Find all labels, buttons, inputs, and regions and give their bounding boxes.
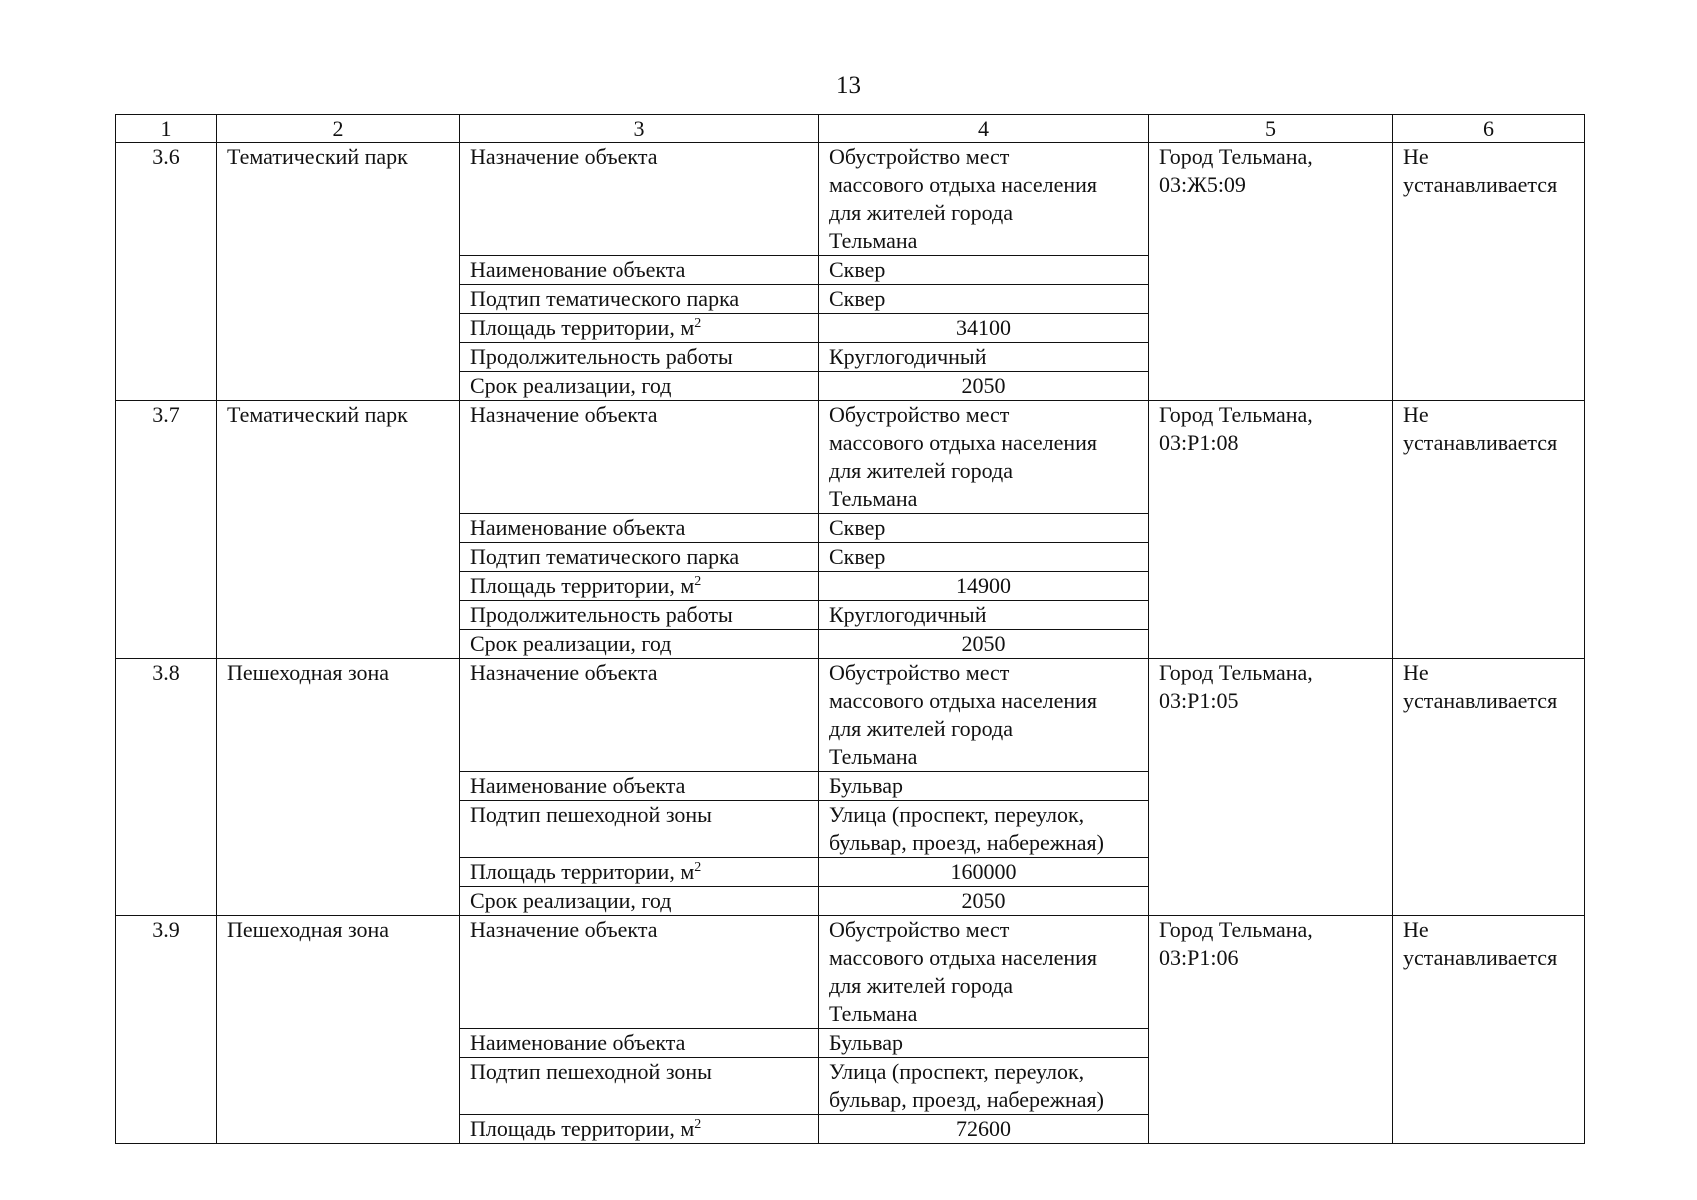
parameter-value-line: Тельмана [829, 744, 918, 769]
status [1393, 143, 1585, 401]
parameter-text: Срок реализации, год [470, 373, 672, 398]
parameter-name [460, 572, 819, 601]
column-number-row [116, 115, 1585, 143]
parameter-value-line: 72600 [956, 1116, 1011, 1141]
item-number-text: 3.7 [152, 402, 180, 427]
parameter-value-line: Круглогодичный [829, 602, 987, 627]
parameter-value-line: массового отдыха населения [829, 688, 1098, 713]
parameter-value-line: Сквер [829, 286, 886, 311]
column-number: 3 [460, 115, 819, 143]
parameter-name [460, 543, 819, 572]
parameter-value-line: Сквер [829, 515, 886, 540]
status [1393, 659, 1585, 916]
parameter-text: Срок реализации, год [470, 888, 672, 913]
parameter-name [460, 1029, 819, 1058]
status-line: устанавливается [1403, 172, 1558, 197]
parameter-text: Площадь территории, м [470, 315, 695, 340]
parameter-name [460, 916, 819, 1029]
status [1393, 916, 1585, 1144]
location-line: 03:Р1:08 [1159, 430, 1239, 455]
location [1149, 401, 1393, 659]
column-number: 6 [1393, 115, 1585, 143]
location [1149, 916, 1393, 1144]
item-number [116, 659, 217, 916]
parameter-value-line: для жителей города [829, 200, 1013, 225]
parameter-value [819, 256, 1149, 285]
object-type-text: Пешеходная зона [227, 660, 390, 685]
parameter-value [819, 601, 1149, 630]
item-number-text: 3.9 [152, 917, 180, 942]
parameter-value-line: для жителей города [829, 716, 1013, 741]
parameter-value-line: Улица (проспект, переулок, [829, 1059, 1085, 1084]
parameter-text: Назначение объекта [470, 917, 658, 942]
parameter-value [819, 1115, 1149, 1144]
parameter-value [819, 1058, 1149, 1115]
parameter-value-line: бульвар, проезд, набережная) [829, 830, 1104, 855]
parameter-value-line: Круглогодичный [829, 344, 987, 369]
parameter-value-line: 2050 [961, 888, 1006, 913]
table-row [116, 401, 1585, 514]
parameter-text: Площадь территории, м [470, 1116, 695, 1141]
parameter-name [460, 772, 819, 801]
parameter-value-line: Тельмана [829, 486, 918, 511]
location [1149, 659, 1393, 916]
page-number: 13 [836, 72, 861, 99]
object-type [217, 143, 460, 401]
parameter-name [460, 1058, 819, 1115]
parameter-text: Площадь территории, м [470, 573, 695, 598]
status-line: Не [1403, 917, 1429, 942]
item-number-text: 3.6 [152, 144, 180, 169]
status [1393, 401, 1585, 659]
parameter-value-line: 2050 [961, 373, 1006, 398]
column-number: 5 [1149, 115, 1393, 143]
parameter-value-line: 34100 [956, 315, 1011, 340]
parameter-value-line: Сквер [829, 544, 886, 569]
location-line: 03:Р1:06 [1159, 945, 1239, 970]
parameter-value-line: массового отдыха населения [829, 430, 1098, 455]
parameter-value-line: Обустройство мест [829, 144, 1010, 169]
parameter-value-line: бульвар, проезд, набережная) [829, 1087, 1104, 1112]
parameter-name [460, 514, 819, 543]
parameter-text: Наименование объекта [470, 515, 686, 540]
location-line: 03:Ж5:09 [1159, 172, 1246, 197]
parameter-value [819, 630, 1149, 659]
status-line: Не [1403, 660, 1429, 685]
parameter-name [460, 256, 819, 285]
location-line: Город Тельмана, [1159, 660, 1313, 685]
parameter-value [819, 143, 1149, 256]
object-type-text: Тематический парк [227, 144, 408, 169]
parameter-value [819, 1029, 1149, 1058]
parameter-name [460, 1115, 819, 1144]
objects-table [115, 114, 1585, 1144]
location [1149, 143, 1393, 401]
parameter-value [819, 858, 1149, 887]
parameter-value-line: 160000 [950, 859, 1017, 884]
parameter-name [460, 601, 819, 630]
parameter-value [819, 285, 1149, 314]
parameter-name [460, 285, 819, 314]
parameter-name [460, 314, 819, 343]
parameter-value-line: 14900 [956, 573, 1011, 598]
status-line: Не [1403, 402, 1429, 427]
parameter-value [819, 514, 1149, 543]
parameter-name [460, 858, 819, 887]
location-line: Город Тельмана, [1159, 144, 1313, 169]
parameter-value-line: Обустройство мест [829, 402, 1010, 427]
parameter-name [460, 401, 819, 514]
parameter-text: Подтип тематического парка [470, 544, 740, 569]
status-line: Не [1403, 144, 1429, 169]
parameter-text: Продолжительность работы [470, 602, 733, 627]
parameter-value-line: Бульвар [829, 1030, 903, 1055]
parameter-value [819, 801, 1149, 858]
object-type [217, 659, 460, 916]
location-line: Город Тельмана, [1159, 402, 1313, 427]
column-number: 2 [217, 115, 460, 143]
parameter-value [819, 401, 1149, 514]
status-line: устанавливается [1403, 688, 1558, 713]
parameter-name [460, 630, 819, 659]
parameter-name [460, 887, 819, 916]
parameter-value [819, 887, 1149, 916]
parameter-name [460, 372, 819, 401]
parameter-text: Назначение объекта [470, 660, 658, 685]
table-row [116, 916, 1585, 1029]
status-line: устанавливается [1403, 945, 1558, 970]
item-number [116, 143, 217, 401]
parameter-value [819, 572, 1149, 601]
superscript: 2 [694, 574, 702, 589]
object-type-text: Пешеходная зона [227, 917, 390, 942]
item-number [116, 401, 217, 659]
parameter-text: Подтип пешеходной зоны [470, 802, 712, 827]
status-line: устанавливается [1403, 430, 1558, 455]
parameter-value [819, 372, 1149, 401]
table-row [116, 143, 1585, 256]
parameter-text: Продолжительность работы [470, 344, 733, 369]
parameter-text: Срок реализации, год [470, 631, 672, 656]
parameter-value-line: массового отдыха населения [829, 945, 1098, 970]
parameter-value [819, 343, 1149, 372]
parameter-value-line: Бульвар [829, 773, 903, 798]
parameter-text: Назначение объекта [470, 402, 658, 427]
table-row [116, 659, 1585, 772]
superscript: 2 [694, 860, 702, 875]
column-number: 4 [819, 115, 1149, 143]
parameter-text: Площадь территории, м [470, 859, 695, 884]
parameter-name [460, 143, 819, 256]
parameter-text: Подтип тематического парка [470, 286, 740, 311]
parameter-value-line: для жителей города [829, 458, 1013, 483]
item-number [116, 916, 217, 1144]
object-type [217, 401, 460, 659]
superscript: 2 [694, 316, 702, 331]
parameter-value-line: Сквер [829, 257, 886, 282]
parameter-value [819, 659, 1149, 772]
parameter-text: Наименование объекта [470, 1030, 686, 1055]
superscript: 2 [694, 1117, 702, 1132]
parameter-value-line: для жителей города [829, 973, 1013, 998]
parameter-name [460, 659, 819, 772]
parameter-text: Наименование объекта [470, 773, 686, 798]
parameter-value [819, 543, 1149, 572]
parameter-value [819, 314, 1149, 343]
parameter-value-line: Улица (проспект, переулок, [829, 802, 1085, 827]
parameter-value-line: массового отдыха населения [829, 172, 1098, 197]
parameter-name [460, 343, 819, 372]
object-type [217, 916, 460, 1144]
parameter-value-line: Тельмана [829, 1001, 918, 1026]
parameter-text: Назначение объекта [470, 144, 658, 169]
parameter-value-line: Обустройство мест [829, 917, 1010, 942]
parameter-value [819, 916, 1149, 1029]
parameter-value-line: 2050 [961, 631, 1006, 656]
location-line: 03:Р1:05 [1159, 688, 1239, 713]
item-number-text: 3.8 [152, 660, 180, 685]
object-type-text: Тематический парк [227, 402, 408, 427]
parameter-value-line: Тельмана [829, 228, 918, 253]
parameter-name [460, 801, 819, 858]
parameter-text: Подтип пешеходной зоны [470, 1059, 712, 1084]
column-number: 1 [116, 115, 217, 143]
location-line: Город Тельмана, [1159, 917, 1313, 942]
parameter-value [819, 772, 1149, 801]
parameter-value-line: Обустройство мест [829, 660, 1010, 685]
parameter-text: Наименование объекта [470, 257, 686, 282]
